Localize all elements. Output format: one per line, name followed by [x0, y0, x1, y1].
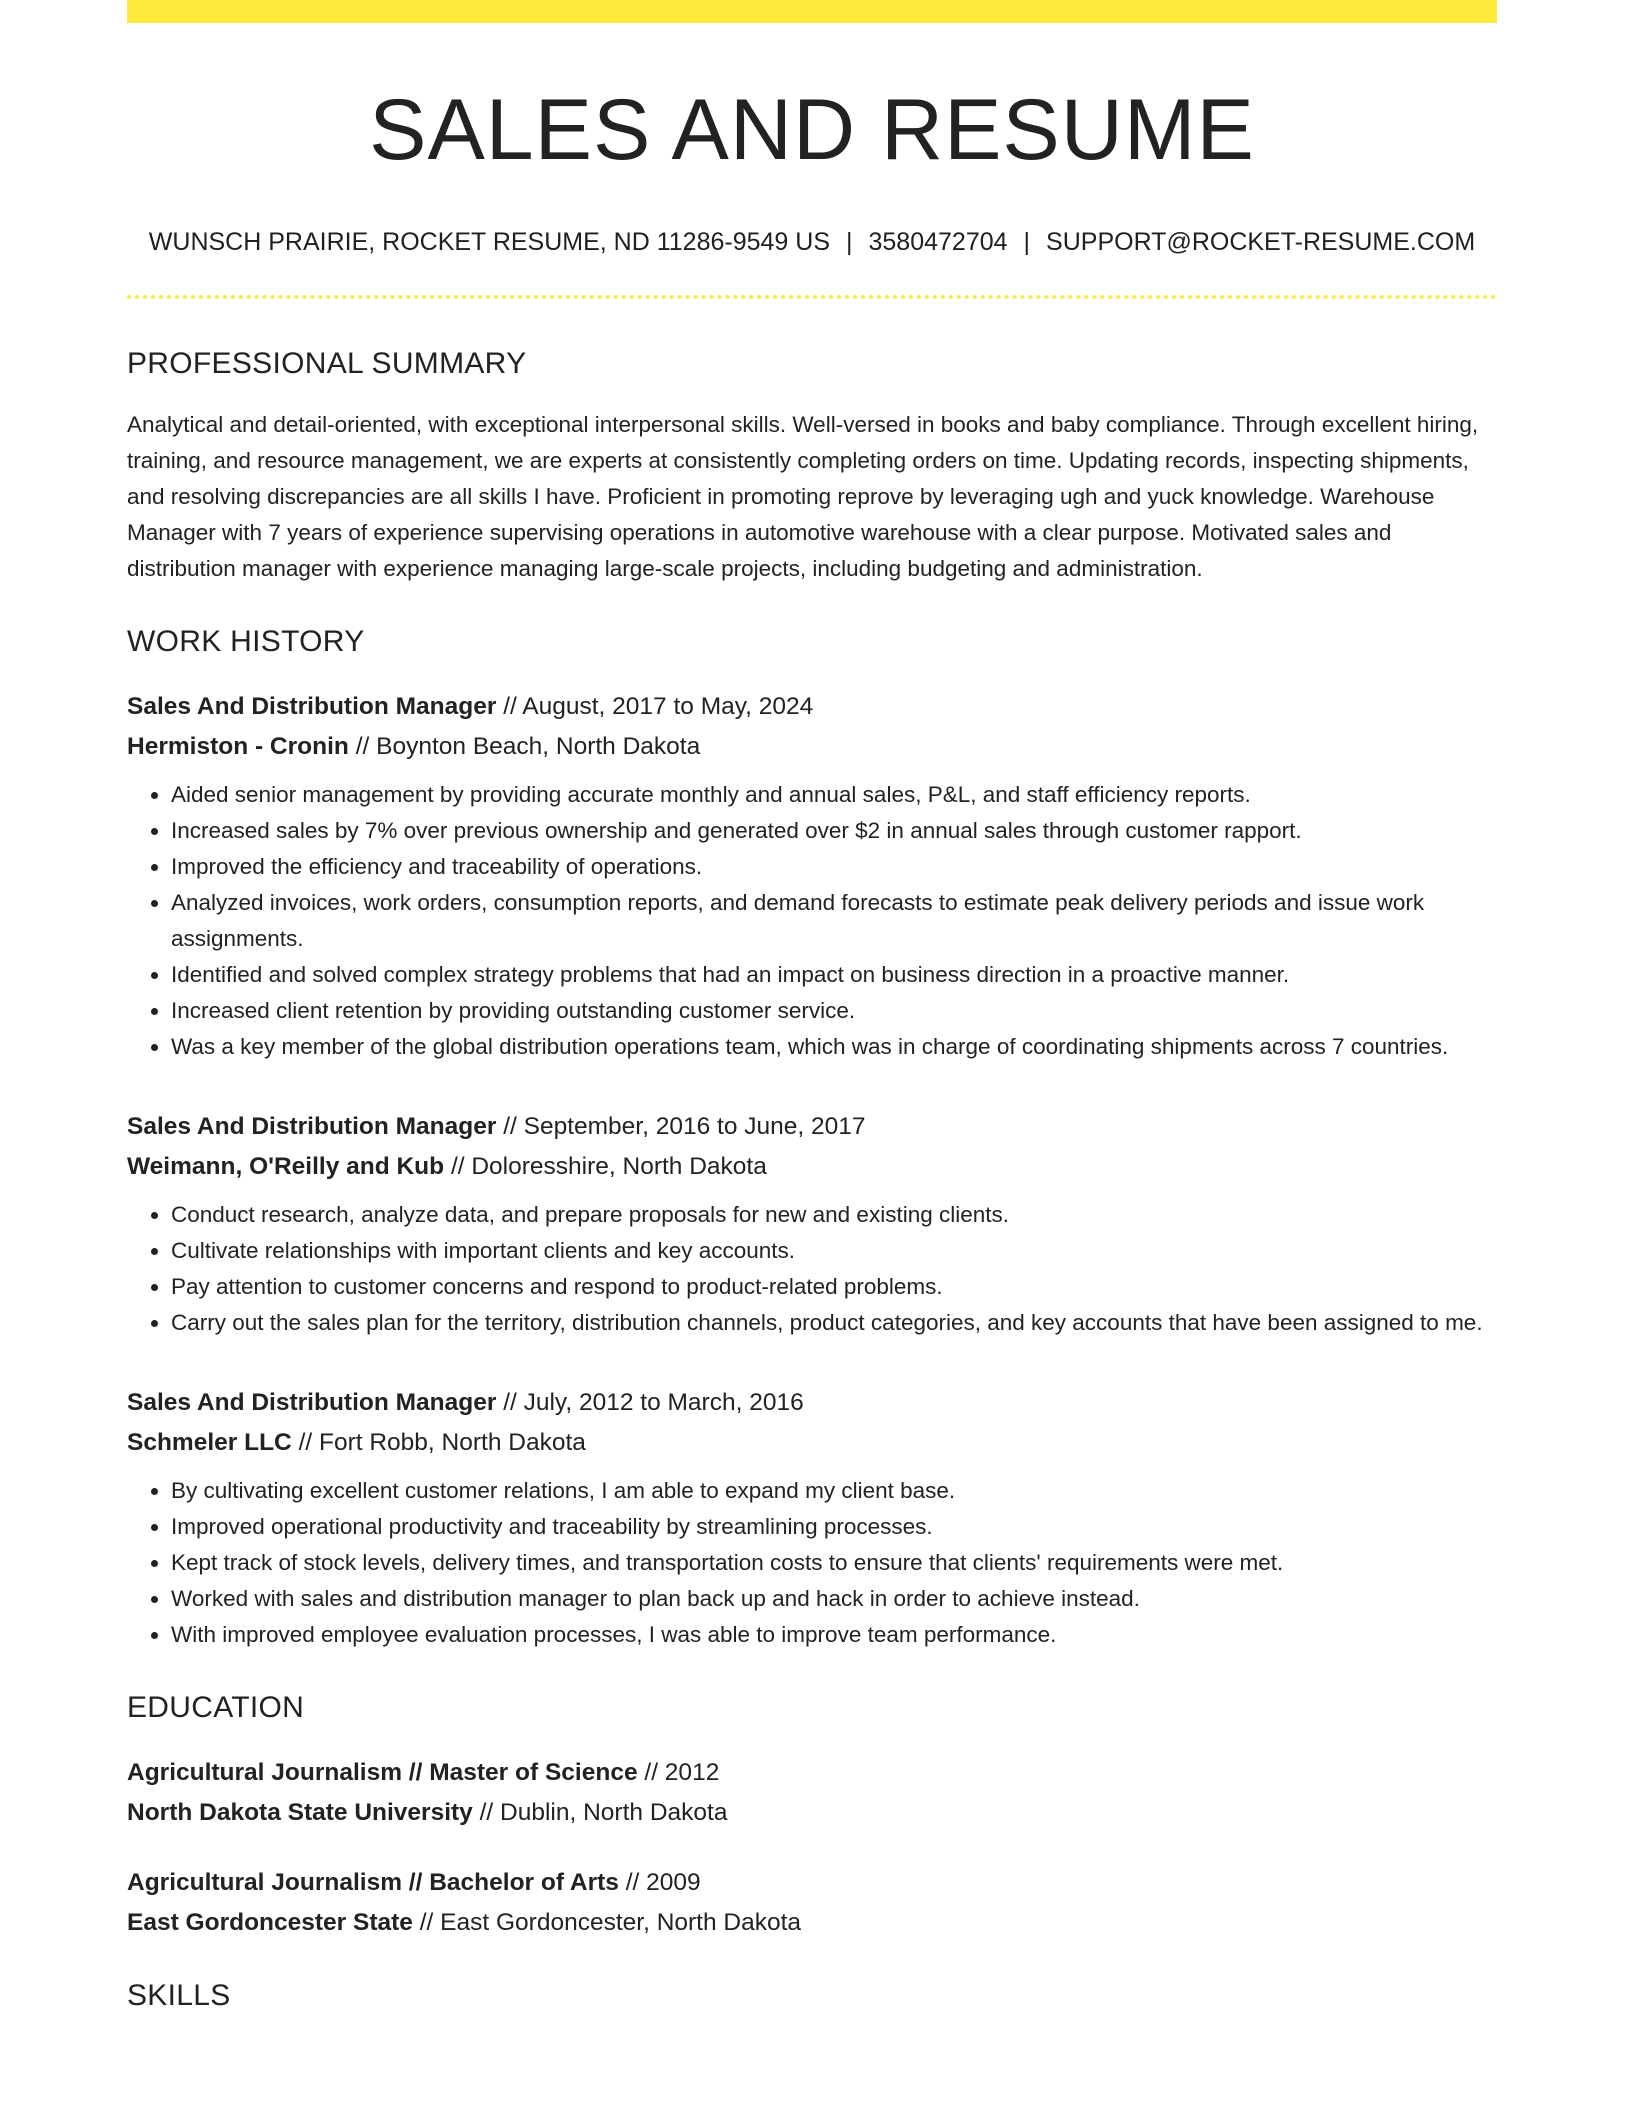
job-bullet: • Analyzed invoices, work orders, consumption reports, and demand forecasts to estimate peak delivery periods and issue work assignments. [171, 885, 1497, 957]
education-school-line [127, 1903, 1497, 1943]
job-entry [127, 687, 1497, 1065]
education-entry [127, 1863, 1497, 1943]
job-title-line [127, 1107, 1497, 1147]
job-location: // Doloresshire, North Dakota [450, 1152, 767, 1180]
job-bullet: • Was a key member of the global distribution operations team, which was in charge of coordinating shipments across 7 countries. [171, 1029, 1497, 1065]
education-location: // East Gordoncester, North Dakota [419, 1908, 802, 1936]
contact-separator: | [846, 227, 853, 256]
resume-content [127, 0, 1497, 2011]
job-bullet: • Increased client retention by providing outstanding customer service. [171, 993, 1497, 1029]
education-year: // 2012 [644, 1758, 720, 1786]
education-school: East Gordoncester State [127, 1908, 413, 1936]
education-location: // Dublin, North Dakota [479, 1798, 728, 1826]
contact-separator: | [1023, 227, 1031, 256]
job-bullets [127, 1473, 1497, 1653]
job-position: Sales And Distribution Manager [127, 1388, 497, 1416]
education-degree: Agricultural Journalism // Bachelor of Arts [127, 1868, 619, 1896]
job-title-line [127, 1383, 1497, 1423]
summary-heading: PROFESSIONAL SUMMARY [127, 346, 527, 380]
accent-top-bar [127, 0, 1497, 23]
skills-heading: SKILLS [127, 1978, 231, 2012]
job-company-line [127, 1147, 1497, 1187]
job-bullet: • Conduct research, analyze data, and prepare proposals for new and existing clients. [171, 1197, 1497, 1233]
job-bullets [127, 777, 1497, 1065]
contact-phone: 3580472704 [868, 227, 1008, 256]
job-dates: // September, 2016 to June, 2017 [503, 1112, 866, 1140]
job-company: Hermiston - Cronin [127, 732, 349, 760]
education-school: North Dakota State University [127, 1798, 473, 1826]
contact-line [127, 227, 1497, 256]
education-heading: EDUCATION [127, 1690, 305, 1724]
job-bullet: • Worked with sales and distribution manager to plan back up and hack in order to achieve instead. [171, 1581, 1497, 1617]
job-company-line [127, 1423, 1497, 1463]
job-bullet: • Increased sales by 7% over previous ownership and generated over $2 in annual sales through customer rapport. [171, 813, 1497, 849]
job-bullet: • By cultivating excellent customer relations, I am able to expand my client base. [171, 1473, 1497, 1509]
job-bullet: • Cultivate relationships with important clients and key accounts. [171, 1233, 1497, 1269]
work-history-heading: WORK HISTORY [127, 624, 365, 658]
header-divider [127, 295, 1497, 299]
job-bullet: • Improved the efficiency and traceability of operations. [171, 849, 1497, 885]
job-dates: // August, 2017 to May, 2024 [503, 692, 814, 720]
job-location: // Fort Robb, North Dakota [298, 1428, 586, 1456]
job-dates: // July, 2012 to March, 2016 [503, 1388, 804, 1416]
job-bullet: • Carry out the sales plan for the territory, distribution channels, product categories, and key accounts that have been assigned to me. [171, 1305, 1497, 1341]
job-position: Sales And Distribution Manager [127, 692, 497, 720]
job-bullet: • Aided senior management by providing accurate monthly and annual sales, P&L, and staff efficiency reports. [171, 777, 1497, 813]
job-bullets [127, 1197, 1497, 1341]
contact-email: SUPPORT@ROCKET-RESUME.COM [1046, 227, 1476, 256]
job-bullet: • With improved employee evaluation processes, I was able to improve team performance. [171, 1617, 1497, 1653]
resume-name: SALES AND RESUME [369, 82, 1255, 178]
job-bullet: • Improved operational productivity and traceability by streamlining processes. [171, 1509, 1497, 1545]
education-degree-line [127, 1753, 1497, 1793]
job-company-line [127, 727, 1497, 767]
education-school-line [127, 1793, 1497, 1833]
job-location: // Boynton Beach, North Dakota [355, 732, 701, 760]
job-entry [127, 1383, 1497, 1653]
education-year: // 2009 [625, 1868, 701, 1896]
job-company: Schmeler LLC [127, 1428, 292, 1456]
job-bullet: • Kept track of stock levels, delivery times, and transportation costs to ensure that clients' requirements were met. [171, 1545, 1497, 1581]
job-title-line [127, 687, 1497, 727]
job-company: Weimann, O'Reilly and Kub [127, 1152, 445, 1180]
summary-text: Analytical and detail-oriented, with exceptional interpersonal skills. Well-versed in books and baby compliance. Through excellent hiring, training, and resource management, we are experts at consistently completing orders on time. Updating records, inspecting shipments, and resolving discrepancies are all skills I have. Proficient in promoting reprove by leveraging ugh and yuck knowledge. Warehouse Manager with 7 years of experience supervising operations in automotive warehouse with a clear purpose. Motivated sales and distribution manager with experience managing large-scale projects, including budgeting and administration. [127, 411, 1479, 581]
education-degree-line [127, 1863, 1497, 1903]
job-entry [127, 1107, 1497, 1341]
contact-address: WUNSCH PRAIRIE, ROCKET RESUME, ND 11286-9549 US [148, 227, 830, 256]
education-entry [127, 1753, 1497, 1833]
education-degree: Agricultural Journalism // Master of Science [127, 1758, 638, 1786]
job-bullet: • Identified and solved complex strategy problems that had an impact on business direction in a proactive manner. [171, 957, 1497, 993]
job-position: Sales And Distribution Manager [127, 1112, 497, 1140]
job-bullet: • Pay attention to customer concerns and respond to product-related problems. [171, 1269, 1497, 1305]
